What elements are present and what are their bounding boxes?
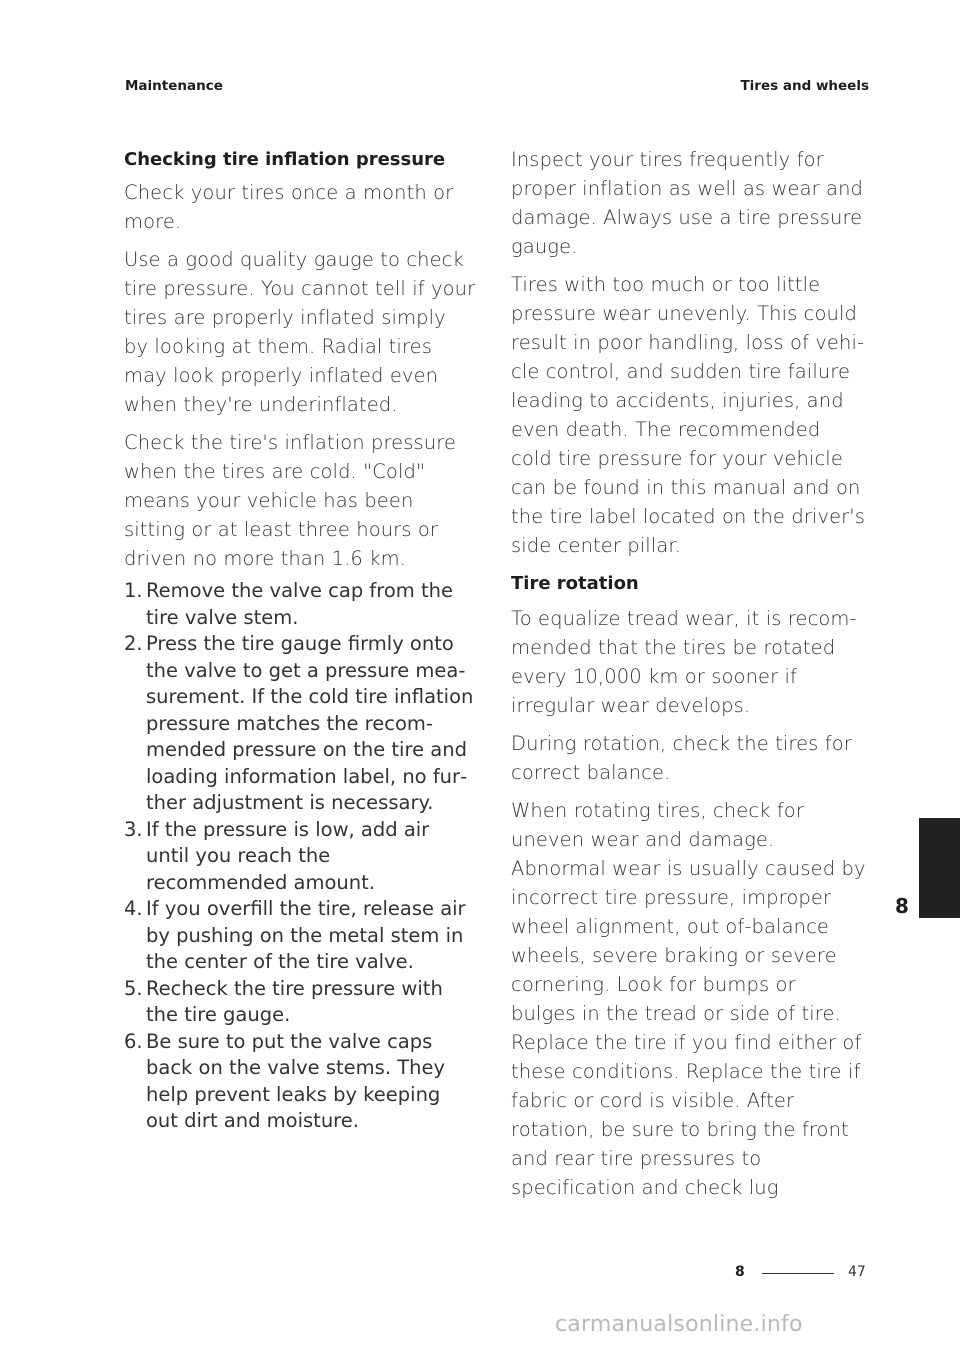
paragraph: Inspect your tires frequently for proper inflation as well as wear and damage. Always use a tire pressure gauge. (511, 148, 864, 258)
paragraph: Use a good quality gauge to check tire pressure. You cannot tell if your tires are properly inflated simply by looking at them. Radial tires may look properly inflated even when they're underinflated. (124, 248, 476, 416)
step-text: Be sure to put the valve caps back on the valve stems. They help prevent leaks by keeping out dirt and moisture. (146, 1029, 446, 1132)
running-header-topic: Tires and wheels (740, 78, 869, 94)
paragraph: When rotating tires, check for uneven wear and damage. Abnormal wear is usually caused by incorrect tire pressure, improper wheel alignment, out of-balance wheels, severe braking or severe cornering. Look for bumps or bulges in the tread or side of tire. Replace the tire if you find either of these conditions. Replace the tire if fabric or cord is visible. After rotation, be sure to bring the front and rear tire pressures to specification and check lug (511, 799, 866, 1199)
watermark-text: carmanualsonline.info (555, 1312, 803, 1337)
step-number: 1. (124, 579, 143, 602)
step-text: If the pressure is low, add air until you reach the recommended amount. (146, 817, 430, 894)
step-text: Press the tire gauge firmly onto the valve to get a pressure measurement. If the cold tire inflation pressure matches the recommended pressure on the tire and loading information label, no further adjustment is necessary. (146, 632, 474, 814)
paragraph: Check the tire's inflation pressure when the tires are cold. "Cold" means your vehicle has been sitting or at least three hours or driven no more than 1.6 km. (124, 431, 457, 570)
step-number: 3. (124, 817, 143, 841)
step-text: Remove the valve cap from the tire valve stem. (146, 579, 454, 629)
chapter-tab-number: 8 (895, 894, 909, 918)
chapter-thumb-tab (919, 818, 960, 918)
step-text: Recheck the tire pressure with the tire gauge. (146, 976, 443, 1026)
running-header-section: Maintenance (125, 78, 223, 94)
procedure-step (124, 631, 476, 817)
step-text: If you overfill the tire, release air by pushing on the metal stem in the center of the tire valve. (146, 897, 466, 973)
step-number: 2. (124, 632, 143, 655)
step-number: 5. (124, 976, 143, 1000)
paragraph: Check your tires once a month or more. (124, 181, 454, 233)
paragraph: During rotation, check the tires for correct balance. (511, 732, 852, 784)
left-column (124, 145, 476, 1135)
procedure-step (124, 817, 476, 897)
footer-chapter-number: 8 (735, 1264, 745, 1280)
footer-divider (762, 1273, 834, 1274)
procedure-step (124, 976, 476, 1029)
procedure-step (124, 578, 476, 631)
paragraph: To equalize tread wear, it is recommended that the tires be rotated every 10,000 km or sooner if irregular wear develops. (511, 607, 857, 717)
section-heading-inflation: Checking tire inflation pressure (124, 149, 446, 170)
step-number: 6. (124, 1029, 143, 1053)
procedure-step (124, 1029, 476, 1135)
section-heading-rotation: Tire rotation (511, 573, 639, 594)
paragraph: Tires with too much or too little pressure wear unevenly. This could result in poor handling, loss of vehicle control, and sudden tire failure leading to accidents, injuries, and even death. The recommended cold tire pressure for your vehicle can be found in this manual and on the tire label located on the driver's side center pillar. (511, 273, 866, 557)
footer-page-number: 47 (848, 1264, 866, 1280)
procedure-steps (124, 578, 476, 1135)
procedure-step (124, 896, 476, 976)
right-column (511, 145, 866, 1211)
step-number: 4. (124, 897, 143, 920)
